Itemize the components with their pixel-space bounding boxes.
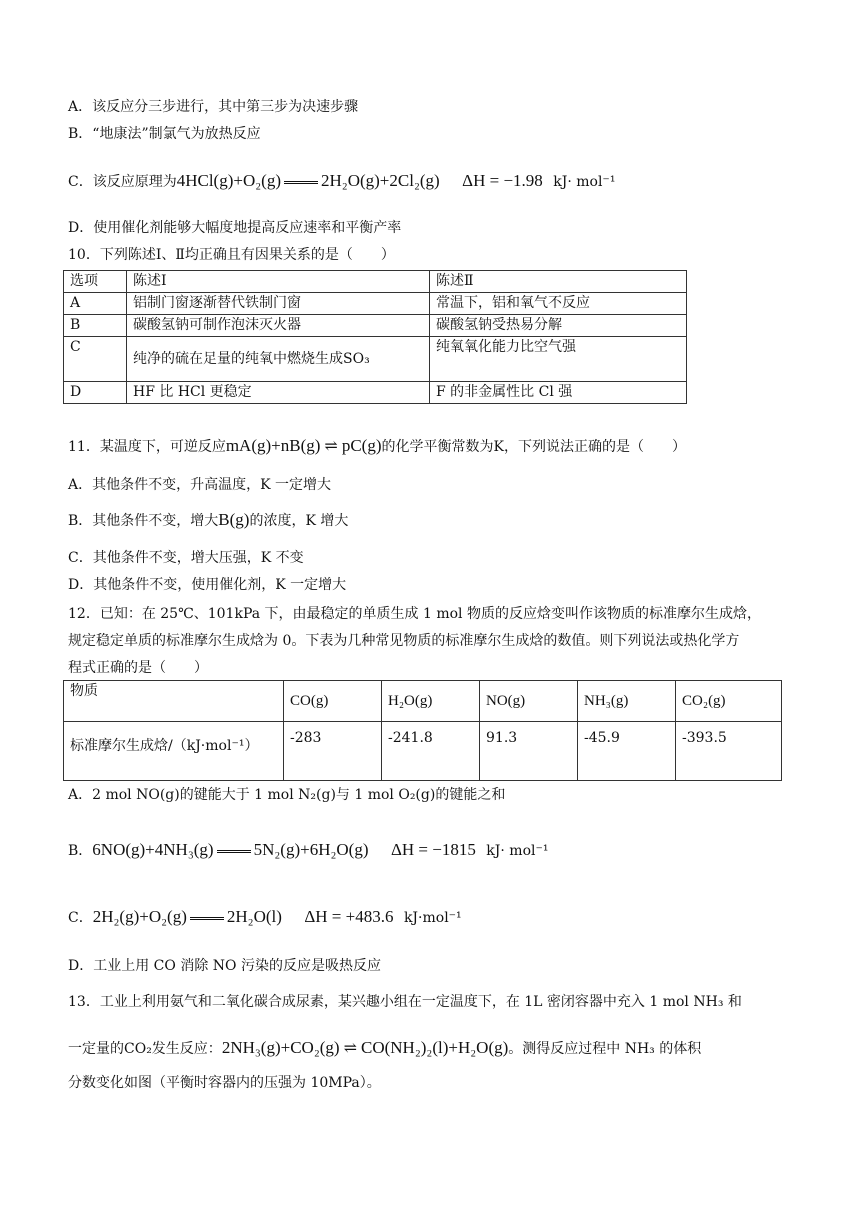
q9-equation-rhs: 2H₂O(g)+2Cl₂(g) — [321, 171, 440, 190]
q11-equation-lhs: mA(g)+nB(g) — [225, 436, 321, 455]
q9-option-a: A．该反应分三步进行，其中第三步为决速步骤 — [68, 99, 359, 115]
table-cell: D — [64, 382, 127, 404]
table-cell: H₂O(g) — [382, 681, 480, 722]
q10-table — [63, 270, 687, 404]
q13-line-1: 13．工业上利用氨气和二氧化碳合成尿素，某兴趣小组在一定温度下，在 1L 密闭容器中充入 1 mol NH₃ 和 — [68, 994, 742, 1010]
q11-stem: 11．某温度下，可逆反应mA(g)+nB(g) ⇌ pC(g)的化学平衡常数为K，下列说法正确的是（ ） — [68, 436, 686, 455]
table-cell: 碳酸氢钠受热易分解 — [430, 315, 687, 337]
table-cell: 91.3 — [480, 722, 578, 781]
q12-row-label: 标准摩尔生成焓/（kJ·mol⁻¹） — [64, 722, 284, 781]
table-row — [64, 681, 782, 722]
q12-stem-line-1: 12．已知：在 25℃、101kPa 下，由最稳定的单质生成 1 mol 物质的反应焓变叫作该物质的标准摩尔生成焓， — [68, 606, 761, 622]
table-cell: -241.8 — [382, 722, 480, 781]
q10-stem: 10．下列陈述Ⅰ、Ⅱ均正确且有因果关系的是（ ） — [68, 247, 395, 263]
q12-stem-line-2: 规定稳定单质的标准摩尔生成焓为 0。下表为几种常见物质的标准摩尔生成焓的数值。则下列说法或热化学方 — [68, 633, 740, 649]
table-row — [64, 315, 687, 337]
table-cell: HF 比 HCl 更稳定 — [127, 382, 430, 404]
table-row — [64, 293, 687, 315]
q12-option-a: A．2 mol NO(g)的键能大于 1 mol N₂(g)与 1 mol O₂(g)的键能之和 — [68, 787, 506, 803]
q12-table — [63, 680, 782, 781]
q10-header-option: 选项 — [64, 271, 127, 293]
q9-equation-lhs: 4HCl(g)+O₂(g) — [176, 171, 281, 190]
q9-option-d: D．使用催化剂能够大幅度地提高反应速率和平衡产率 — [68, 220, 402, 236]
table-cell: 纯氧氧化能力比空气强 — [430, 337, 687, 382]
q12-option-b: B．6NO(g)+4NH₃(g) 5N₂(g)+6H₂O(g) ΔH = −1815 kJ· mol⁻¹ — [68, 840, 549, 859]
reversible-arrow-icon: ⇌ — [343, 1038, 357, 1057]
q11-equation-rhs: pC(g) — [341, 436, 382, 455]
equals-arrow — [217, 850, 251, 853]
table-cell: CO(g) — [284, 681, 382, 722]
table-cell: A — [64, 293, 127, 315]
q12-stem-line-3: 程式正确的是（ ） — [68, 660, 208, 676]
table-cell: -393.5 — [676, 722, 782, 781]
table-cell: -283 — [284, 722, 382, 781]
q9-option-b: B．“地康法”制氯气为放热反应 — [68, 126, 261, 142]
q11-option-a: A．其他条件不变，升高温度，K 一定增大 — [68, 477, 332, 493]
q9-unit: kJ· mol⁻¹ — [553, 174, 616, 190]
q12-option-d: D．工业上用 CO 消除 NO 污染的反应是吸热反应 — [68, 958, 381, 974]
table-row — [64, 271, 687, 293]
q9-option-c: C．该反应原理为4HCl(g)+O₂(g) 2H₂O(g)+2Cl₂(g) ΔH = −1.98 kJ· mol⁻¹ — [68, 171, 616, 190]
q12-option-c: C．2H₂(g)+O₂(g) 2H₂O(l) ΔH = +483.6 kJ·mol⁻¹ — [68, 907, 462, 926]
q9-delta-h: ΔH = −1.98 — [462, 171, 543, 190]
q13-line-2: 一定量的CO₂发生反应：2NH₃(g)+CO₂(g) ⇌ CO(NH₂)₂(l)+H₂O(g)。测得反应过程中 NH₃ 的体积 — [68, 1038, 702, 1057]
table-cell: NO(g) — [480, 681, 578, 722]
q11-option-d: D．其他条件不变，使用催化剂，K 一定增大 — [68, 577, 347, 593]
table-row — [64, 337, 687, 382]
table-cell: C — [64, 337, 127, 382]
q10-header-statement-2: 陈述Ⅱ — [430, 271, 687, 293]
q13-line-3: 分数变化如图（平衡时容器内的压强为 10MPa）。 — [68, 1075, 381, 1091]
table-cell: B — [64, 315, 127, 337]
table-cell: 纯净的硫在足量的纯氧中燃烧生成SO₃ — [127, 337, 430, 382]
q11-option-b: B．其他条件不变，增大B(g)的浓度，K 增大 — [68, 510, 349, 529]
table-cell: NH₃(g) — [578, 681, 676, 722]
table-cell: F 的非金属性比 Cl 强 — [430, 382, 687, 404]
q10-header-statement-1: 陈述Ⅰ — [127, 271, 430, 293]
q12-row-header: 物质 — [64, 681, 284, 722]
q11-option-c: C．其他条件不变，增大压强，K 不变 — [68, 550, 304, 566]
table-cell: CO₂(g) — [676, 681, 782, 722]
table-row — [64, 382, 687, 404]
reversible-arrow-icon: ⇌ — [324, 436, 338, 455]
equals-arrow — [190, 917, 224, 920]
table-cell: 碳酸氢钠可制作泡沫灭火器 — [127, 315, 430, 337]
table-cell: 铝制门窗逐渐替代铁制门窗 — [127, 293, 430, 315]
table-row — [64, 722, 782, 781]
table-cell: 常温下，铝和氧气不反应 — [430, 293, 687, 315]
equals-arrow — [284, 181, 318, 184]
table-cell: -45.9 — [578, 722, 676, 781]
